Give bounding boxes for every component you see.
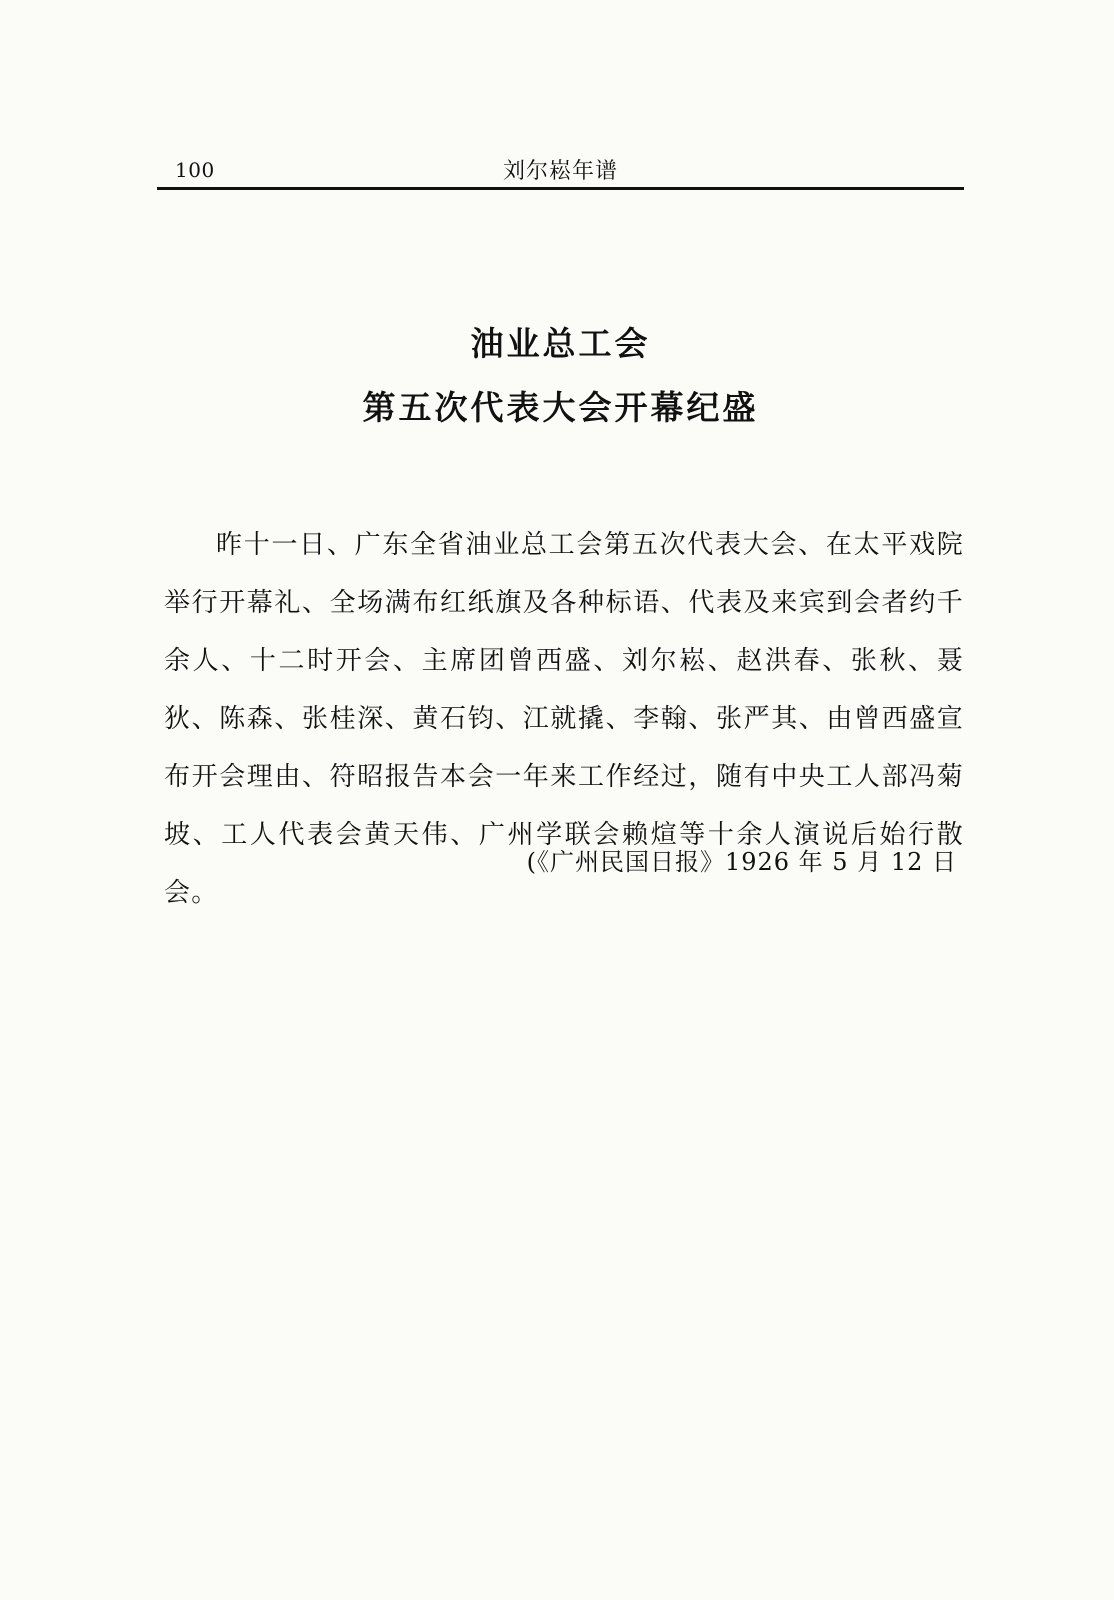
page-number: 100 xyxy=(175,158,215,182)
header-rule xyxy=(157,187,964,190)
running-title: 刘尔崧年谱 xyxy=(502,159,618,184)
article-body: 昨十一日、广东全省油业总工会第五次代表大会、在太平戏院举行开幕礼、全场满布红纸旗及各种标语、代表及来宾到会者约千余人、十二时开会、主席团曾西盛、刘尔崧、赵洪春、张秋、聂狄、陈森、张桂深、黄石钧、江就撬、李翰、张严其、由曾西盛宣布开会理由、符昭报告本会一年来工作经过，随有中央工人部冯菊坡、工人代表会黄天伟、广州学联会赖煊等十余人演说后始行散会。 xyxy=(164,530,964,908)
source-citation: (《广州民国日报》1926 年 5 月 12 日 xyxy=(526,848,957,876)
page-header xyxy=(157,148,964,192)
article-title-line-2: 第五次代表大会开幕纪盛 xyxy=(362,388,759,427)
article-title-line-1: 油业总工会 xyxy=(470,324,651,363)
